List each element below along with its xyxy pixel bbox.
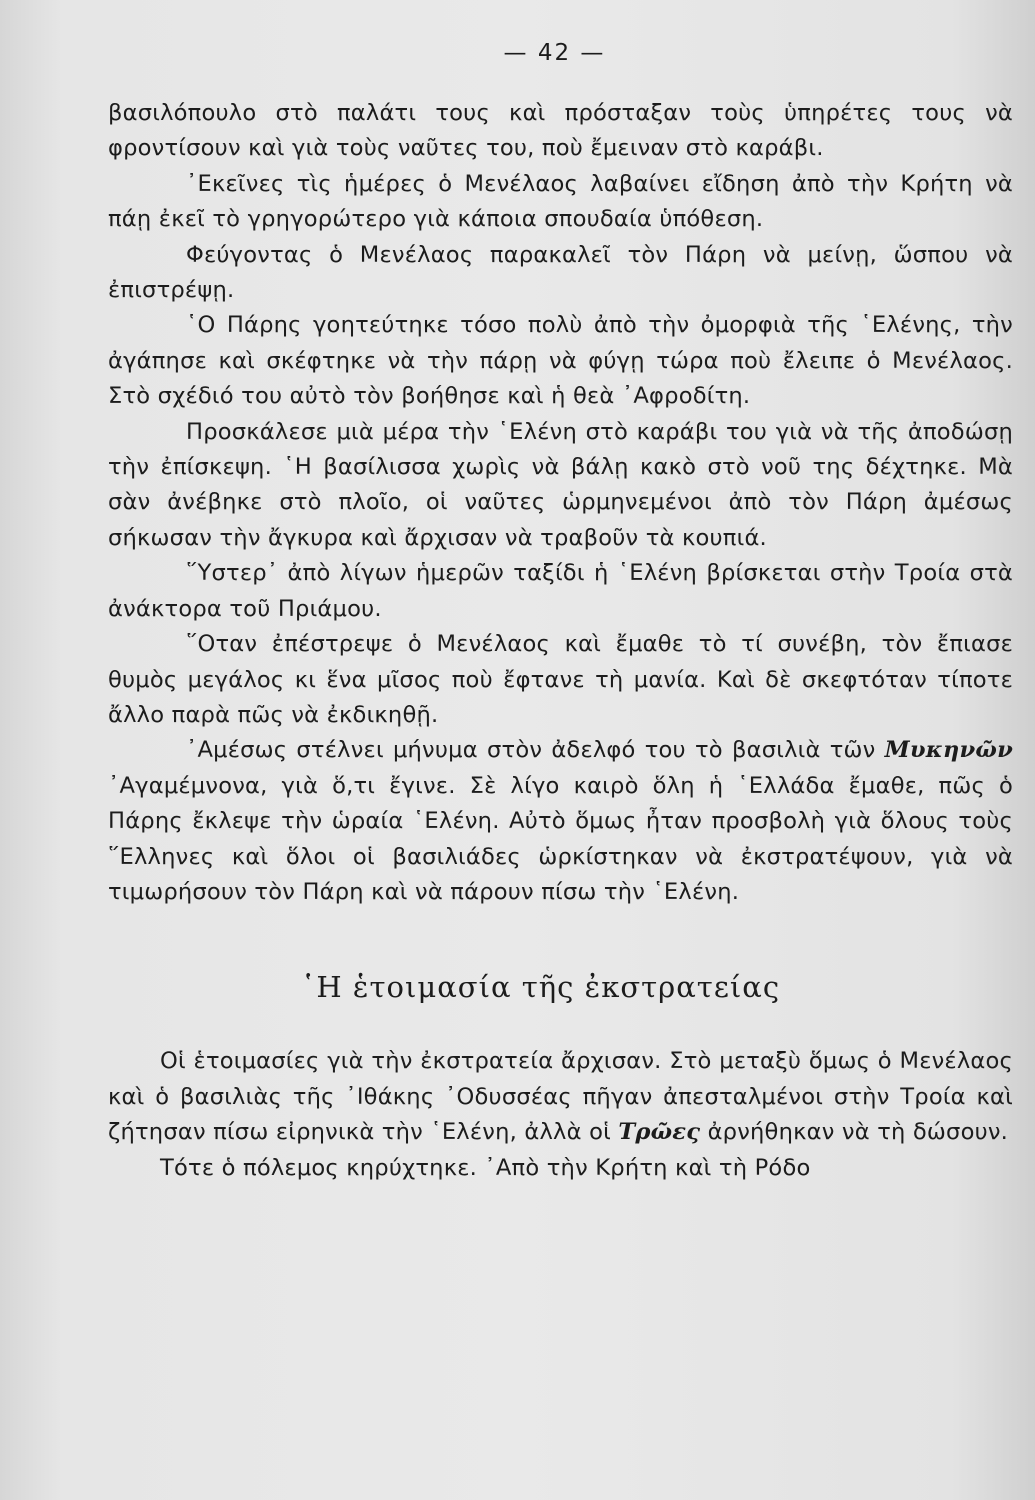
paragraph: [108, 1044, 1013, 1150]
page-number: — 42 —: [503, 40, 606, 66]
emphasized-name-mykines: Μυκηνῶν: [884, 737, 1013, 764]
paragraph: Προσκάλεσε μιὰ μέρα τὴν ῾Ελένη στὸ καράβι του γιὰ νὰ τῆς ἀποδώσῃ τὴν ἐπίσκεψη. ῾Η βασίλισσα χωρὶς νὰ βάλῃ κακὸ στὸ νοῦ της δέχτηκε. Μὰ σὰν ἀνέβηκε στὸ πλοῖο, οἱ ναῦτες ὡρμηνεμένοι ἀπὸ τὸν Πάρη ἀμέσως σήκωσαν τὴν ἄγκυρα καὶ ἄρχισαν νὰ τραβοῦν τὰ κουπιά.: [108, 418, 1013, 551]
paragraph: Φεύγοντας ὁ Μενέλαος παρακαλεῖ τὸν Πάρη νὰ μείνῃ, ὥσπου νὰ ἐπιστρέψῃ.: [108, 241, 1013, 304]
paragraph: ῞Υστερ᾿ ἀπὸ λίγων ἡμερῶν ταξίδι ἡ ῾Ελένη βρίσκεται στὴν Τροία στὰ ἀνάκτορα τοῦ Πριάμου.: [108, 560, 1013, 622]
emphasized-name-troes: Τρῶες: [618, 1119, 701, 1146]
paragraph-lead: Οἱ ἑτοιμασίες γιὰ τὴν ἐκστρατεία ἄρχισαν. Στὸ μεταξὺ ὅμως ὁ Μενέλαος καὶ ὁ βασιλιὰς τῆς ᾿Ιθάκης ᾿Οδυσσέας πῆγαν ἀπεσταλμένοι στὴν Τροία καὶ ζήτησαν πίσω εἰρηνικὰ τὴν ῾Ελένη, ἀλλὰ οἱ: [108, 1048, 1013, 1146]
paragraph-rest: ἀρνήθηκαν νὰ τὴ δώσουν.: [700, 1119, 1009, 1146]
paragraph: ῞Οταν ἐπέστρεψε ὁ Μενέλαος καὶ ἔμαθε τὸ τί συνέβη, τὸν ἔπιασε θυμὸς μεγάλος κι ἕνα μῖσος ποὺ ἔφτανε τὴ μανία. Καὶ δὲ σκεφτόταν τίποτε ἄλλο παρὰ πῶς νὰ ἐκδικηθῇ.: [108, 631, 1013, 728]
paragraph: [108, 733, 1013, 910]
paragraph-rest: ᾿Αγαμέμνονα, γιὰ ὅ,τι ἔγινε. Σὲ λίγο καιρὸ ὅλη ἡ ῾Ελλάδα ἔμαθε, πῶς ὁ Πάρης ἔκλεψε τὴν ὡραία ῾Ελένη. Αὐτὸ ὅμως ἦταν προσβολὴ γιὰ ὅλους τοὺς ῞Ελληνες καὶ ὅλοι οἱ βασιλιάδες ὡρκίστηκαν νὰ ἐκστρατέψουν, γιὰ νὰ τιμωρήσουν τὸν Πάρη καὶ νὰ πάρουν πίσω τὴν ῾Ελένη.: [108, 772, 1013, 905]
paragraph: βασιλόπουλο στὸ παλάτι τους καὶ πρόσταξαν τοὺς ὑπηρέτες τους νὰ φροντίσουν καὶ γιὰ τοὺς ναῦτες του, ποὺ ἔμειναν στὸ καράβι.: [108, 100, 1013, 162]
paragraph-lead: ᾿Αμέσως στέλνει μήνυμα στὸν ἀδελφό του τὸ βασιλιὰ τῶν: [186, 737, 885, 764]
body-text: [108, 96, 1013, 910]
paragraph: ῾Ο Πάρης γοητεύτηκε τόσο πολὺ ἀπὸ τὴν ὀμορφιὰ τῆς ῾Ελένης, τὴν ἀγάπησε καὶ σκέφτηκε νὰ τὴν πάρῃ νὰ φύγῃ τώρα ποὺ ἔλειπε ὁ Μενέλαος. Στὸ σχέδιό του αὐτὸ τὸν βοήθησε καὶ ἡ θεὰ ᾿Αφροδίτη.: [108, 312, 1013, 410]
section-text: [108, 1044, 1013, 1186]
paragraph: Τότε ὁ πόλεμος κηρύχτηκε. ᾿Απὸ τὴν Κρήτη καὶ τὴ Ρόδο: [160, 1154, 811, 1181]
paragraph: ᾿Εκεῖνες τὶς ἡμέρες ὁ Μενέλαος λαβαίνει εἴδηση ἀπὸ τὴν Κρήτη νὰ πάῃ ἐκεῖ τὸ γρηγορώτερο γιὰ κάποια σπουδαία ὑπόθεση.: [108, 170, 1013, 233]
section-heading: ῾Η ἑτοιμασία τῆς ἐκστρατείας: [300, 970, 781, 1005]
